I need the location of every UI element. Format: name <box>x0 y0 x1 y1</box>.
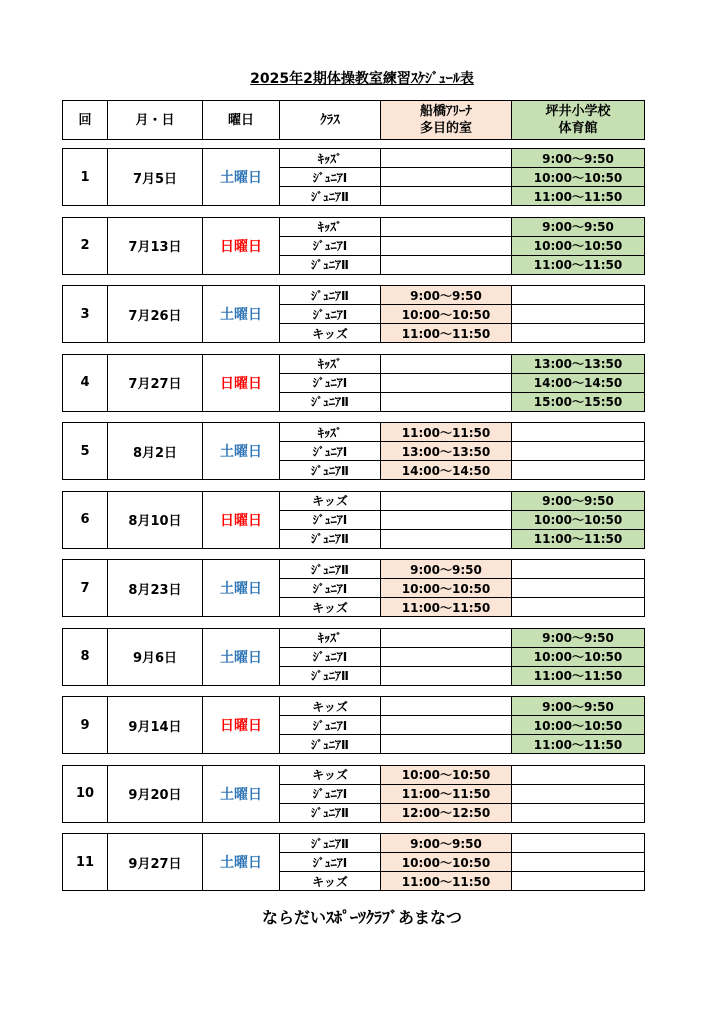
class-name: ｷｯｽﾞ <box>280 217 381 236</box>
class-name: ｼﾞｭﾆｱⅠ <box>280 305 381 324</box>
funabashi-time <box>381 168 512 187</box>
session-date: 7月26日 <box>108 286 203 343</box>
class-name: ｼﾞｭﾆｱⅡ <box>280 286 381 305</box>
class-name: ｼﾞｭﾆｱⅠ <box>280 579 381 598</box>
session-number: 7 <box>63 560 108 617</box>
session-number: 10 <box>63 765 108 822</box>
tsuboi-time <box>512 286 645 305</box>
funabashi-time <box>381 255 512 274</box>
tsuboi-time <box>512 423 645 442</box>
class-name: キッズ <box>280 324 381 343</box>
funabashi-time <box>381 697 512 716</box>
tsuboi-time: 10:00～10:50 <box>512 510 645 529</box>
tsuboi-time <box>512 784 645 803</box>
tsuboi-time <box>512 853 645 872</box>
session-block <box>62 217 645 275</box>
session-date: 8月23日 <box>108 560 203 617</box>
header-weekday: 曜日 <box>203 101 280 140</box>
class-name: ｼﾞｭﾆｱⅠ <box>280 647 381 666</box>
class-name: ｼﾞｭﾆｱⅡ <box>280 187 381 206</box>
funabashi-time: 11:00～11:50 <box>381 324 512 343</box>
club-name: ならだいｽﾎﾟｰﾂｸﾗﾌﾞあまなつ <box>261 908 462 927</box>
table-row <box>63 560 645 579</box>
funabashi-time: 13:00～13:50 <box>381 442 512 461</box>
table-row <box>63 354 645 373</box>
tsuboi-time <box>512 598 645 617</box>
tsuboi-time <box>512 803 645 822</box>
class-name: ｼﾞｭﾆｱⅡ <box>280 255 381 274</box>
session-block <box>62 285 645 343</box>
funabashi-time <box>381 149 512 168</box>
session-date: 7月27日 <box>108 354 203 411</box>
funabashi-time <box>381 491 512 510</box>
tsuboi-time <box>512 579 645 598</box>
tsuboi-time: 11:00～11:50 <box>512 187 645 206</box>
table-row <box>63 217 645 236</box>
tsuboi-time <box>512 872 645 891</box>
header-class: ｸﾗｽ <box>280 101 381 140</box>
funabashi-time <box>381 628 512 647</box>
tsuboi-time: 10:00～10:50 <box>512 236 645 255</box>
tsuboi-time: 10:00～10:50 <box>512 168 645 187</box>
session-block <box>62 354 645 412</box>
class-name: キッズ <box>280 765 381 784</box>
session-date: 9月14日 <box>108 697 203 754</box>
header-table <box>62 100 645 140</box>
table-row <box>63 628 645 647</box>
session-date: 8月10日 <box>108 491 203 548</box>
tsuboi-time: 9:00～9:50 <box>512 697 645 716</box>
funabashi-time <box>381 666 512 685</box>
session-number: 1 <box>63 149 108 206</box>
session-block <box>62 765 645 823</box>
session-date: 9月27日 <box>108 834 203 891</box>
funabashi-time <box>381 392 512 411</box>
class-name: ｼﾞｭﾆｱⅡ <box>280 666 381 685</box>
header-date: 月・日 <box>108 101 203 140</box>
funabashi-time <box>381 354 512 373</box>
funabashi-time: 10:00～10:50 <box>381 765 512 784</box>
tsuboi-time: 11:00～11:50 <box>512 529 645 548</box>
session-weekday: 土曜日 <box>203 423 280 480</box>
funabashi-time: 10:00～10:50 <box>381 305 512 324</box>
session-number: 5 <box>63 423 108 480</box>
tsuboi-time: 10:00～10:50 <box>512 716 645 735</box>
class-name: キッズ <box>280 697 381 716</box>
tsuboi-time <box>512 834 645 853</box>
tsuboi-time <box>512 560 645 579</box>
session-number: 3 <box>63 286 108 343</box>
tsuboi-time: 9:00～9:50 <box>512 149 645 168</box>
class-name: キッズ <box>280 491 381 510</box>
session-date: 8月2日 <box>108 423 203 480</box>
session-number: 6 <box>63 491 108 548</box>
tsuboi-time: 11:00～11:50 <box>512 735 645 754</box>
session-number: 11 <box>63 834 108 891</box>
tsuboi-time: 15:00～15:50 <box>512 392 645 411</box>
funabashi-time <box>381 510 512 529</box>
funabashi-time: 9:00～9:50 <box>381 560 512 579</box>
class-name: キッズ <box>280 872 381 891</box>
funabashi-time <box>381 529 512 548</box>
session-date: 9月20日 <box>108 765 203 822</box>
class-name: ｼﾞｭﾆｱⅠ <box>280 853 381 872</box>
tsuboi-time: 14:00～14:50 <box>512 373 645 392</box>
funabashi-time <box>381 373 512 392</box>
session-weekday: 日曜日 <box>203 697 280 754</box>
funabashi-time: 12:00～12:50 <box>381 803 512 822</box>
session-weekday: 日曜日 <box>203 217 280 274</box>
table-row <box>63 697 645 716</box>
session-number: 4 <box>63 354 108 411</box>
funabashi-time <box>381 236 512 255</box>
funabashi-time: 9:00～9:50 <box>381 286 512 305</box>
session-date: 9月6日 <box>108 628 203 685</box>
class-name: ｼﾞｭﾆｱⅠ <box>280 716 381 735</box>
tsuboi-time: 9:00～9:50 <box>512 491 645 510</box>
class-name: ｼﾞｭﾆｱⅡ <box>280 529 381 548</box>
session-weekday: 土曜日 <box>203 765 280 822</box>
tsuboi-time: 11:00～11:50 <box>512 255 645 274</box>
session-weekday: 日曜日 <box>203 354 280 411</box>
tsuboi-time <box>512 442 645 461</box>
session-block <box>62 559 645 617</box>
session-number: 8 <box>63 628 108 685</box>
tsuboi-time <box>512 305 645 324</box>
funabashi-time <box>381 735 512 754</box>
funabashi-time: 11:00～11:50 <box>381 872 512 891</box>
table-row <box>63 423 645 442</box>
header-venue-funabashi: 船橋ｱﾘｰﾅ 多目的室 <box>381 101 512 140</box>
table-row <box>63 834 645 853</box>
table-row <box>63 491 645 510</box>
class-name: ｼﾞｭﾆｱⅡ <box>280 392 381 411</box>
session-block <box>62 833 645 891</box>
session-weekday: 土曜日 <box>203 149 280 206</box>
session-block <box>62 148 645 206</box>
tsuboi-time: 9:00～9:50 <box>512 217 645 236</box>
header-venue-tsuboi: 坪井小学校 体育館 <box>512 101 645 140</box>
session-number: 9 <box>63 697 108 754</box>
funabashi-time: 14:00～14:50 <box>381 461 512 480</box>
funabashi-time <box>381 187 512 206</box>
class-name: ｼﾞｭﾆｱⅡ <box>280 735 381 754</box>
class-name: ｼﾞｭﾆｱⅠ <box>280 442 381 461</box>
class-name: ｼﾞｭﾆｱⅠ <box>280 784 381 803</box>
tsuboi-time <box>512 461 645 480</box>
funabashi-time: 11:00～11:50 <box>381 784 512 803</box>
session-block <box>62 422 645 480</box>
class-name: ｼﾞｭﾆｱⅡ <box>280 834 381 853</box>
class-name: ｷｯｽﾞ <box>280 354 381 373</box>
table-row <box>63 765 645 784</box>
tsuboi-time: 11:00～11:50 <box>512 666 645 685</box>
class-name: ｷｯｽﾞ <box>280 423 381 442</box>
tsuboi-time: 13:00～13:50 <box>512 354 645 373</box>
session-block <box>62 628 645 686</box>
table-row <box>63 286 645 305</box>
funabashi-time: 11:00～11:50 <box>381 598 512 617</box>
tsuboi-time <box>512 765 645 784</box>
funabashi-time <box>381 647 512 666</box>
class-name: ｷｯｽﾞ <box>280 149 381 168</box>
session-number: 2 <box>63 217 108 274</box>
session-weekday: 日曜日 <box>203 491 280 548</box>
session-weekday: 土曜日 <box>203 286 280 343</box>
tsuboi-time: 10:00～10:50 <box>512 647 645 666</box>
funabashi-time: 11:00～11:50 <box>381 423 512 442</box>
funabashi-time <box>381 217 512 236</box>
tsuboi-time <box>512 324 645 343</box>
class-name: ｼﾞｭﾆｱⅡ <box>280 461 381 480</box>
class-name: ｼﾞｭﾆｱⅡ <box>280 560 381 579</box>
session-weekday: 土曜日 <box>203 834 280 891</box>
class-name: ｼﾞｭﾆｱⅡ <box>280 803 381 822</box>
funabashi-time: 10:00～10:50 <box>381 853 512 872</box>
tsuboi-time: 9:00～9:50 <box>512 628 645 647</box>
class-name: ｼﾞｭﾆｱⅠ <box>280 168 381 187</box>
funabashi-time: 9:00～9:50 <box>381 834 512 853</box>
session-date: 7月13日 <box>108 217 203 274</box>
funabashi-time <box>381 716 512 735</box>
class-name: キッズ <box>280 598 381 617</box>
session-block <box>62 491 645 549</box>
session-weekday: 土曜日 <box>203 628 280 685</box>
session-block <box>62 696 645 754</box>
page-title: 2025年2期体操教室練習ｽｹｼﾞｭｰﾙ表 <box>250 71 474 87</box>
header-round: 回 <box>63 101 108 140</box>
class-name: ｼﾞｭﾆｱⅠ <box>280 236 381 255</box>
funabashi-time: 10:00～10:50 <box>381 579 512 598</box>
session-weekday: 土曜日 <box>203 560 280 617</box>
class-name: ｼﾞｭﾆｱⅠ <box>280 510 381 529</box>
class-name: ｷｯｽﾞ <box>280 628 381 647</box>
table-row <box>63 149 645 168</box>
class-name: ｼﾞｭﾆｱⅠ <box>280 373 381 392</box>
session-date: 7月5日 <box>108 149 203 206</box>
